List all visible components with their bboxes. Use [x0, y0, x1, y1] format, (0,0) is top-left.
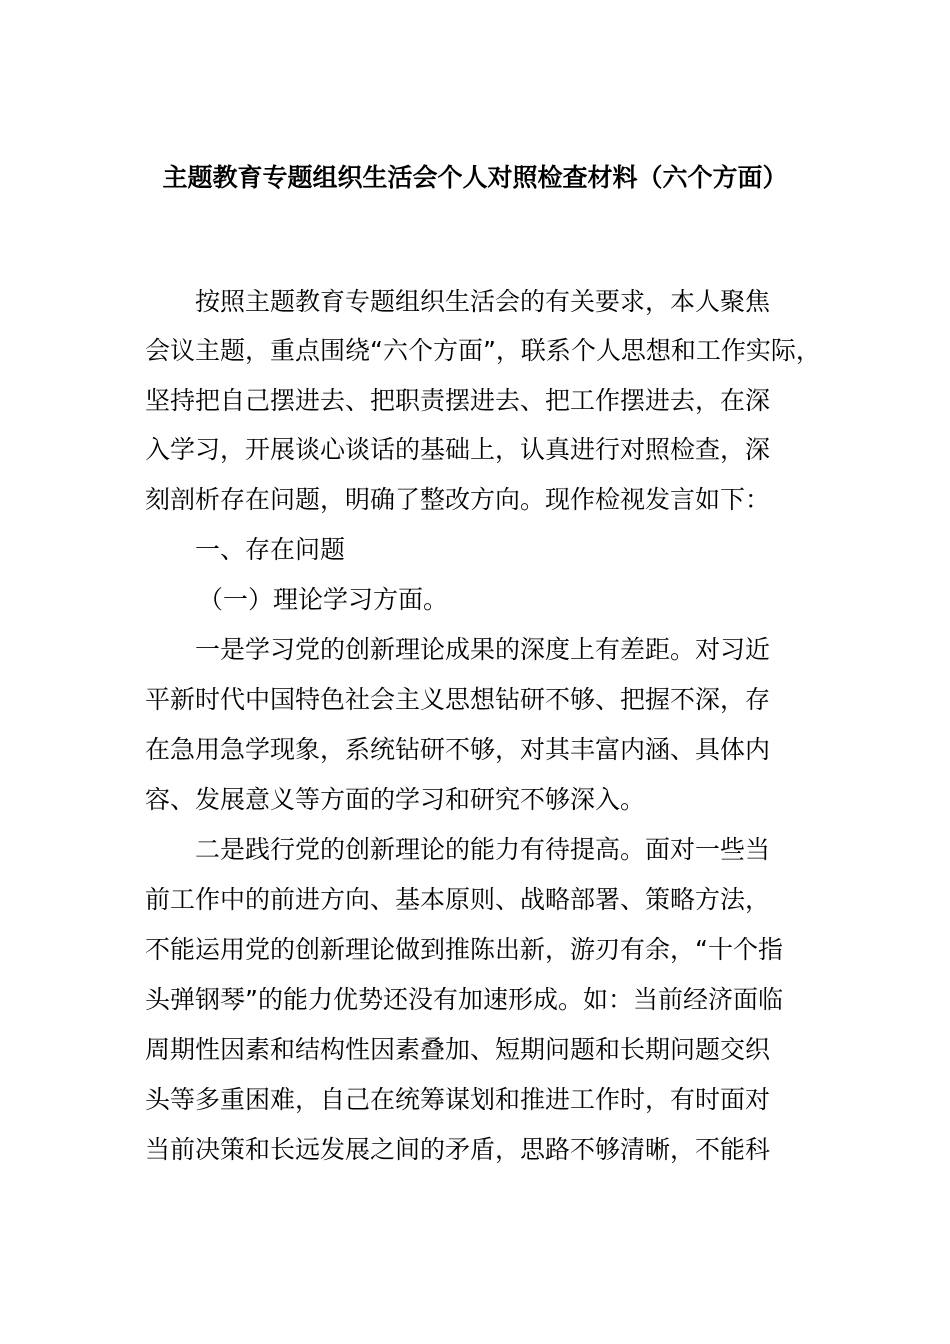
paragraph-line: 按照主题教育专题组织生活会的有关要求，本人聚焦 [195, 287, 771, 316]
paragraph-line: 周期性因素和结构性因素叠加、短期问题和长期问题交织 [145, 1035, 771, 1064]
paragraph-line: 二是践行党的创新理论的能力有待提高。面对一些当 [195, 835, 771, 864]
paragraph-line: 入学习，开展谈心谈话的基础上，认真进行对照检查，深 [145, 435, 771, 464]
subsection-heading: （一）理论学习方面。 [198, 585, 449, 614]
paragraph-line: 不能运用党的创新理论做到推陈出新，游刃有余，“十个指 [145, 935, 783, 964]
paragraph-line: 头弹钢琴”的能力优势还没有加速形成。如：当前经济面临 [145, 985, 783, 1014]
document-title: 主题教育专题组织生活会个人对照检查材料（六个方面） [162, 163, 788, 192]
paragraph-line: 容、发展意义等方面的学习和研究不够深入。 [145, 785, 646, 814]
paragraph-line: 平新时代中国特色社会主义思想钻研不够、把握不深，存 [145, 685, 771, 714]
paragraph-line: 头等多重困难，自己在统筹谋划和推进工作时，有时面对 [145, 1085, 771, 1114]
paragraph-line: 在急用急学现象，系统钻研不够，对其丰富内涵、具体内 [145, 735, 771, 764]
paragraph-line: 刻剖析存在问题，明确了整改方向。现作检视发言如下： [145, 485, 771, 514]
paragraph-line: 当前决策和长远发展之间的矛盾，思路不够清晰，不能科 [145, 1135, 771, 1164]
paragraph-line: 一是学习党的创新理论成果的深度上有差距。对习近 [195, 635, 771, 664]
paragraph-line: 前工作中的前进方向、基本原则、战略部署、策略方法， [145, 885, 771, 914]
paragraph-line: 坚持把自己摆进去、把职责摆进去、把工作摆进去，在深 [145, 386, 771, 415]
paragraph-line: 会议主题，重点围绕“六个方面”，联系个人思想和工作实际， [145, 336, 821, 365]
section-heading: 一、存在问题 [195, 535, 346, 564]
